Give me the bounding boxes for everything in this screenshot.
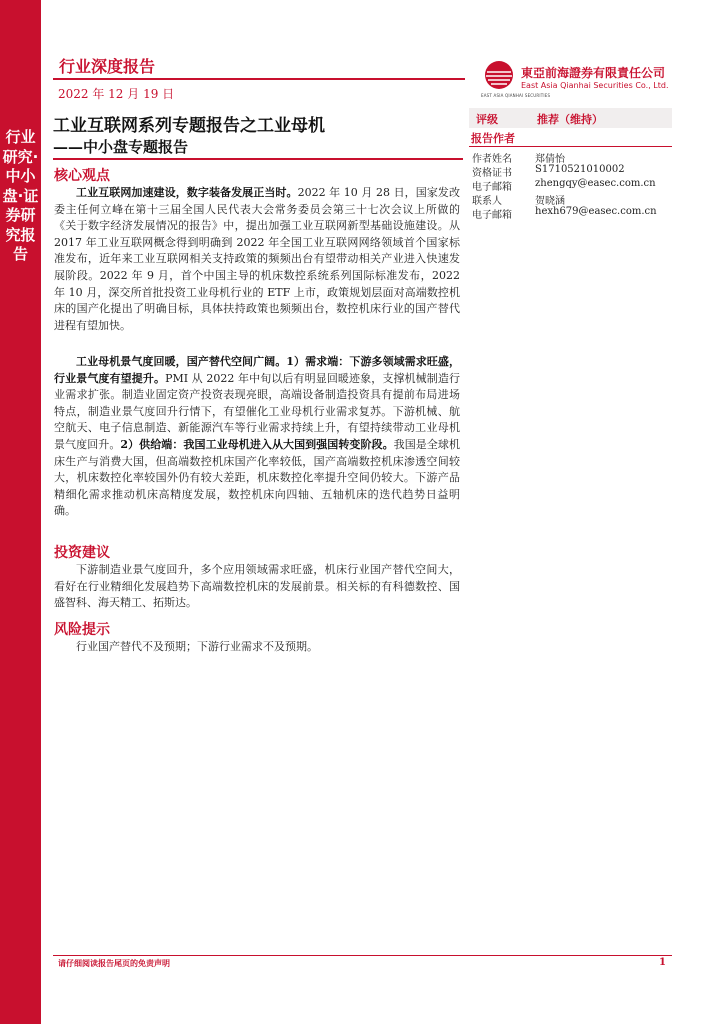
author-email-link[interactable]: hexh679@easec.com.cn — [535, 206, 657, 217]
rating-label: 评级 — [476, 113, 498, 126]
logo-subtext: EAST ASIA QIANHAI SECURITIES — [481, 93, 551, 98]
report-title: 工业互联网系列专题报告之工业母机 — [53, 116, 325, 136]
report-type: 行业深度报告 — [59, 57, 156, 76]
sidebar-label: 行业研究·中小盘·证券研究报告 — [2, 128, 39, 263]
section-heading-core-views: 核心观点 — [54, 168, 110, 184]
author-row-key: 电子邮箱 — [472, 210, 512, 221]
report-subtitle: ——中小盘专题报告 — [53, 138, 189, 156]
author-row-key: 电子邮箱 — [472, 182, 512, 193]
title-divider — [53, 158, 463, 160]
paragraph-1-body: 2022 年 10 月 28 日，国家发改委主任何立峰在第十三届全国人民代表大会常务委员会第三十七次会议上所做的《关于数字经济发展情况的报告》中，提出加强工业互联网新型基础设施建设。从 2017 年工业互联网概念得到明确到 2022 年全国工业互联网网络领域首个国家标准发布，近年来工业互联网相关支持政策的频频出台有望带动相关产业进入快速发展阶段。2022 年 9 月，首个中国主导的机床数控系统系列国际标准发布，2022 年 10 月，深交所首批投资工业母机行业的 ETF 上市，政策规划层面对高端数控机床的国产化提出了明确目标，具体扶持政策也频频出台，数控机床行业的国产替代进程有望加快。 — [54, 186, 460, 332]
author-row-value: 郑倩怡 — [535, 154, 565, 165]
page-number: 1 — [659, 957, 666, 968]
footer-divider — [53, 955, 672, 956]
authors-divider — [469, 146, 672, 147]
author-row-key: 作者姓名 — [472, 154, 512, 165]
author-email-link[interactable]: zhengqy@easec.com.cn — [535, 178, 656, 189]
section-heading-investment: 投资建议 — [54, 545, 110, 561]
header-divider — [53, 78, 465, 80]
core-views-paragraph-2 — [54, 354, 460, 520]
paragraph-2-lead-2: 2）供给端：我国工业母机进入从大国到强国转变阶段。 — [120, 437, 394, 451]
author-row-value: 贺晓涵 — [535, 196, 565, 207]
author-row-key: 资格证书 — [472, 168, 512, 179]
company-logo-icon — [484, 60, 514, 90]
section-heading-risk: 风险提示 — [54, 622, 110, 638]
company-name-cn: 東亞前海證券有限責任公司 — [521, 66, 666, 80]
investment-paragraph: 下游制造业景气度回升，多个应用领域需求旺盛，机床行业国产替代空间大，看好在行业精细化发展趋势下高端数控机床的发展前景。相关标的有科德数控、国盛智科、海天精工、拓斯达。 — [54, 563, 460, 610]
authors-heading: 报告作者 — [471, 132, 515, 145]
paragraph-2-body-1: PMI 从 2022 年中旬以后有明显回暖迹象，支撑机械制造行业需求扩张。制造业固定资产投资表现亮眼，高端设备制造投资具有提前布局进场特点，制造业景气度回升行情下，有望催化工业母机行业需求复苏。下游机械、航空航天、电子信息制造、新能源汽车等行业需求持续上升，有望持续带动工业母机景气度回升。 — [54, 371, 460, 451]
paragraph-1-lead: 工业互联网加速建设，数字装备发展正当时。 — [76, 186, 298, 199]
author-row-value: S1710521010002 — [535, 164, 625, 175]
core-views-paragraph-1 — [54, 185, 460, 334]
author-row-key: 联系人 — [472, 196, 502, 207]
rating-value: 推荐（维持） — [537, 113, 603, 126]
paragraph-2-body-2: 我国是全球机床生产与消费大国，但高端数控机床国产化率较低，国产高端数控机床渗透空间较大，机床数控化率较国外仍有较大差距，机床数控化率提升空间仍较大。下游产品精细化需求推动机床高精度发展，数控机床向四轴、五轴机床的迭代趋势日益明确。 — [54, 437, 460, 518]
risk-paragraph: 行业国产替代不及预期；下游行业需求不及预期。 — [76, 640, 318, 653]
paragraph-2-lead: 工业母机景气度回暖，国产替代空间广阔。1）需求端：下游多领域需求旺盛，行业景气度有望提升。 — [54, 355, 460, 385]
footer-disclaimer-note: 请仔细阅读报告尾页的免责声明 — [58, 959, 170, 968]
report-date: 2022 年 12 月 19 日 — [58, 87, 175, 101]
company-name-en: East Asia Qianhai Securities Co., Ltd. — [521, 81, 669, 90]
sidebar — [0, 0, 41, 1024]
